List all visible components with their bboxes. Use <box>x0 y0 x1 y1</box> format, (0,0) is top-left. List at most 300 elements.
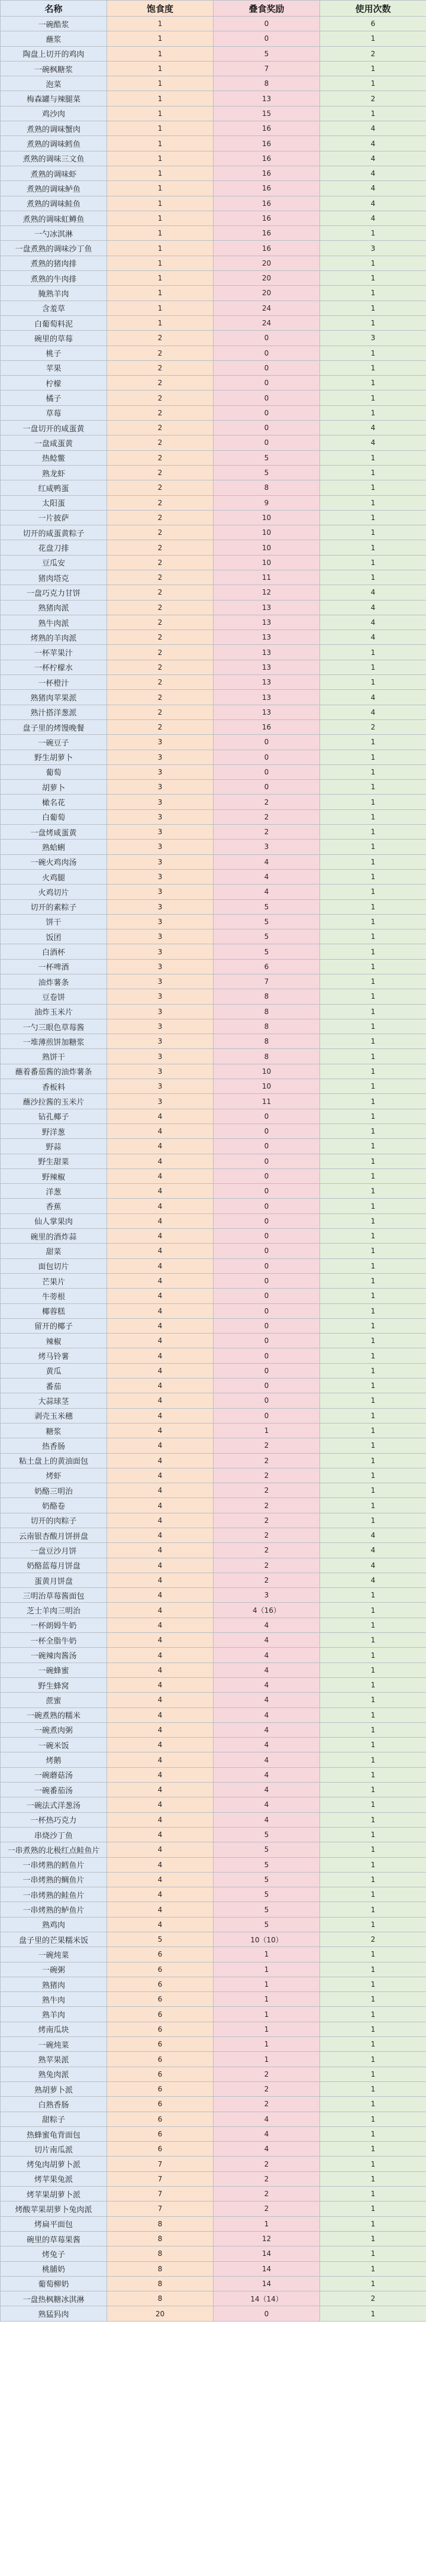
cell-uses: 1 <box>320 1648 426 1663</box>
cell-satiety: 1 <box>107 315 214 330</box>
cell-name: 葡萄 <box>1 764 107 779</box>
cell-uses: 1 <box>320 2157 426 2171</box>
cell-name: 芝士羊肉三明治 <box>1 1603 107 1618</box>
cell-uses: 1 <box>320 76 426 91</box>
cell-stack-bonus: 0 <box>214 1318 320 1333</box>
cell-satiety: 6 <box>107 2097 214 2112</box>
cell-uses: 4 <box>320 151 426 166</box>
cell-satiety: 2 <box>107 405 214 420</box>
cell-stack-bonus: 2 <box>214 809 320 824</box>
cell-satiety: 4 <box>107 1468 214 1483</box>
cell-stack-bonus: 0 <box>214 1289 320 1303</box>
cell-uses: 1 <box>320 1318 426 1333</box>
table-row <box>1 809 426 824</box>
cell-name: 煮熟的调味虾 <box>1 166 107 180</box>
cell-name: 橄名花 <box>1 795 107 809</box>
cell-satiety: 2 <box>107 346 214 360</box>
cell-name: 泡菜 <box>1 76 107 91</box>
cell-stack-bonus: 2 <box>214 1468 320 1483</box>
cell-uses: 4 <box>320 435 426 450</box>
table-row <box>1 46 426 61</box>
cell-uses: 4 <box>320 166 426 180</box>
cell-stack-bonus: 2 <box>214 1558 320 1573</box>
cell-satiety: 1 <box>107 241 214 256</box>
cell-satiety: 4 <box>107 1334 214 1348</box>
cell-name: 一盘烤咸蛋黄 <box>1 825 107 840</box>
table-row <box>1 421 426 435</box>
table-body <box>1 17 426 2322</box>
cell-satiety: 2 <box>107 555 214 570</box>
table-row <box>1 1783 426 1797</box>
cell-name: 一杯朗姆牛奶 <box>1 1618 107 1632</box>
cell-uses: 1 <box>320 1842 426 1857</box>
cell-stack-bonus: 5 <box>214 465 320 480</box>
table-row <box>1 1213 426 1228</box>
cell-name: 熟鸡肉 <box>1 1917 107 1932</box>
cell-uses: 1 <box>320 2171 426 2186</box>
cell-name: 椰蓉糕 <box>1 1303 107 1318</box>
cell-name: 甜菜 <box>1 1244 107 1258</box>
cell-satiety: 4 <box>107 1318 214 1333</box>
table-row <box>1 1977 426 1991</box>
table-row <box>1 1393 426 1408</box>
cell-uses: 4 <box>320 421 426 435</box>
cell-uses: 1 <box>320 914 426 929</box>
cell-uses: 1 <box>320 1783 426 1797</box>
cell-uses: 1 <box>320 1303 426 1318</box>
cell-stack-bonus: 0 <box>214 2306 320 2321</box>
cell-satiety: 6 <box>107 2052 214 2067</box>
table-row <box>1 1932 426 1947</box>
cell-name: 一碗米饭 <box>1 1738 107 1752</box>
cell-satiety: 3 <box>107 1049 214 1064</box>
cell-name: 一碗酷浆 <box>1 17 107 31</box>
table-row <box>1 1438 426 1453</box>
cell-uses: 1 <box>320 2022 426 2036</box>
cell-stack-bonus: 0 <box>214 1139 320 1154</box>
cell-stack-bonus: 3 <box>214 840 320 854</box>
cell-satiety: 2 <box>107 510 214 525</box>
cell-satiety: 2 <box>107 585 214 600</box>
cell-stack-bonus: 4 <box>214 1633 320 1648</box>
cell-name: 桃脯奶 <box>1 2261 107 2276</box>
cell-satiety: 3 <box>107 944 214 959</box>
cell-stack-bonus: 5 <box>214 1872 320 1887</box>
table-row <box>1 1124 426 1138</box>
cell-name: 烤鹅 <box>1 1752 107 1767</box>
cell-name: 熟牛肉 <box>1 1992 107 2007</box>
table-row <box>1 660 426 674</box>
cell-name: 熟饼干 <box>1 1049 107 1064</box>
table-header <box>1 1 426 17</box>
cell-uses: 1 <box>320 1034 426 1049</box>
cell-name: 奶酪卷 <box>1 1498 107 1513</box>
cell-satiety: 20 <box>107 2306 214 2321</box>
table-row <box>1 346 426 360</box>
cell-uses: 1 <box>320 226 426 241</box>
cell-uses: 1 <box>320 1707 426 1722</box>
cell-stack-bonus: 5 <box>214 46 320 61</box>
table-row <box>1 2126 426 2141</box>
cell-stack-bonus: 5 <box>214 914 320 929</box>
table-row <box>1 1303 426 1318</box>
table-row <box>1 570 426 585</box>
cell-uses: 2 <box>320 46 426 61</box>
cell-uses: 1 <box>320 1902 426 1917</box>
table-row <box>1 1962 426 1977</box>
table-row <box>1 1363 426 1378</box>
cell-satiety: 1 <box>107 136 214 151</box>
table-row <box>1 1334 426 1348</box>
cell-uses: 1 <box>320 1827 426 1842</box>
cell-uses: 4 <box>320 1558 426 1573</box>
cell-uses: 1 <box>320 1408 426 1423</box>
cell-stack-bonus: 0 <box>214 376 320 390</box>
cell-stack-bonus: 2 <box>214 1573 320 1587</box>
cell-name: 一盘咸蛋黄 <box>1 435 107 450</box>
cell-satiety: 4 <box>107 1453 214 1468</box>
cell-stack-bonus: 4 <box>214 2142 320 2157</box>
table-row <box>1 1812 426 1827</box>
cell-stack-bonus: 8 <box>214 1019 320 1034</box>
table-row <box>1 615 426 630</box>
cell-satiety: 3 <box>107 1034 214 1049</box>
cell-uses: 4 <box>320 1543 426 1558</box>
cell-uses: 1 <box>320 929 426 944</box>
cell-name: 烤南瓜块 <box>1 2022 107 2036</box>
table-row <box>1 1543 426 1558</box>
cell-satiety: 3 <box>107 885 214 899</box>
cell-uses: 1 <box>320 1244 426 1258</box>
cell-satiety: 4 <box>107 1663 214 1677</box>
cell-satiety: 2 <box>107 540 214 555</box>
cell-satiety: 3 <box>107 809 214 824</box>
cell-stack-bonus: 10 <box>214 525 320 540</box>
cell-stack-bonus: 1 <box>214 1977 320 1991</box>
cell-satiety: 2 <box>107 570 214 585</box>
cell-uses: 1 <box>320 495 426 510</box>
cell-satiety: 3 <box>107 1079 214 1094</box>
cell-stack-bonus: 0 <box>214 1229 320 1244</box>
table-row <box>1 1752 426 1767</box>
cell-name: 碗里的酒炸蒜 <box>1 1229 107 1244</box>
table-row <box>1 1558 426 1573</box>
cell-uses: 1 <box>320 61 426 76</box>
cell-name: 热鲶鳖 <box>1 450 107 465</box>
table-row <box>1 899 426 914</box>
header-row <box>1 1 426 17</box>
cell-stack-bonus: 0 <box>214 1334 320 1348</box>
table-row <box>1 315 426 330</box>
table-row <box>1 795 426 809</box>
cell-satiety: 3 <box>107 825 214 840</box>
cell-uses: 1 <box>320 1618 426 1632</box>
table-row <box>1 1064 426 1079</box>
cell-stack-bonus: 24 <box>214 315 320 330</box>
cell-name: 白葡萄料泥 <box>1 315 107 330</box>
cell-satiety: 6 <box>107 2126 214 2141</box>
cell-uses: 4 <box>320 1528 426 1542</box>
cell-satiety: 2 <box>107 675 214 690</box>
cell-stack-bonus: 7 <box>214 974 320 989</box>
cell-uses: 1 <box>320 1977 426 1991</box>
cell-uses: 1 <box>320 1962 426 1977</box>
cell-uses: 1 <box>320 2201 426 2216</box>
table-row <box>1 1034 426 1049</box>
cell-name: 烤苹果兔派 <box>1 2171 107 2186</box>
cell-uses: 1 <box>320 1289 426 1303</box>
cell-stack-bonus: 1 <box>214 2052 320 2067</box>
cell-name: 烤虾 <box>1 1468 107 1483</box>
cell-uses: 1 <box>320 675 426 690</box>
table-row <box>1 1588 426 1603</box>
cell-stack-bonus: 2 <box>214 1483 320 1498</box>
cell-satiety: 3 <box>107 1019 214 1034</box>
cell-satiety: 4 <box>107 1677 214 1692</box>
table-row <box>1 705 426 719</box>
cell-satiety: 4 <box>107 1767 214 1782</box>
cell-uses: 4 <box>320 136 426 151</box>
cell-satiety: 4 <box>107 1648 214 1663</box>
cell-name: 烤酸苹果胡萝卜兔肉派 <box>1 2201 107 2216</box>
cell-name: 野生蜂窝 <box>1 1677 107 1692</box>
cell-stack-bonus: 2 <box>214 2067 320 2081</box>
table-row <box>1 1677 426 1692</box>
cell-stack-bonus: 1 <box>214 2022 320 2036</box>
cell-satiety: 4 <box>107 1273 214 1288</box>
table-row <box>1 1079 426 1094</box>
cell-name: 烤兔子 <box>1 2246 107 2261</box>
cell-satiety: 4 <box>107 1887 214 1902</box>
table-row <box>1 1767 426 1782</box>
cell-uses: 4 <box>320 630 426 645</box>
table-row <box>1 989 426 1004</box>
cell-name: 甜粽子 <box>1 2112 107 2126</box>
cell-name: 一盘切开的咸蛋黄 <box>1 421 107 435</box>
table-row <box>1 405 426 420</box>
cell-satiety: 6 <box>107 2037 214 2052</box>
cell-satiety: 2 <box>107 660 214 674</box>
cell-satiety: 2 <box>107 331 214 346</box>
table-row <box>1 271 426 286</box>
cell-name: 烤苹果胡萝卜派 <box>1 2187 107 2201</box>
cell-stack-bonus: 0 <box>214 405 320 420</box>
cell-satiety: 6 <box>107 1977 214 1991</box>
cell-uses: 1 <box>320 1213 426 1228</box>
cell-stack-bonus: 16 <box>214 719 320 734</box>
cell-stack-bonus: 4 <box>214 1722 320 1737</box>
cell-stack-bonus: 11 <box>214 570 320 585</box>
cell-satiety: 2 <box>107 360 214 375</box>
cell-uses: 1 <box>320 1992 426 2007</box>
cell-uses: 3 <box>320 331 426 346</box>
cell-satiety: 3 <box>107 914 214 929</box>
table-row <box>1 2067 426 2081</box>
cell-stack-bonus: 0 <box>214 780 320 795</box>
table-row <box>1 1722 426 1737</box>
cell-name: 煮熟的牛肉排 <box>1 271 107 286</box>
cell-satiety: 4 <box>107 1109 214 1124</box>
cell-stack-bonus: 16 <box>214 211 320 225</box>
table-row <box>1 286 426 301</box>
cell-uses: 1 <box>320 256 426 270</box>
cell-satiety: 3 <box>107 899 214 914</box>
cell-name: 蘸着番茄酱的油炸薯条 <box>1 1064 107 1079</box>
cell-satiety: 4 <box>107 1229 214 1244</box>
cell-satiety: 2 <box>107 705 214 719</box>
cell-satiety: 4 <box>107 1872 214 1887</box>
table-row <box>1 2261 426 2276</box>
table-row <box>1 1693 426 1707</box>
cell-stack-bonus: 4 <box>214 1797 320 1812</box>
table-row <box>1 1154 426 1168</box>
cell-stack-bonus: 0 <box>214 750 320 764</box>
cell-satiety: 3 <box>107 929 214 944</box>
cell-name: 番茄 <box>1 1379 107 1393</box>
table-row <box>1 944 426 959</box>
cell-satiety: 4 <box>107 1528 214 1542</box>
cell-uses: 1 <box>320 465 426 480</box>
cell-satiety: 4 <box>107 1633 214 1648</box>
cell-name: 奶酪蓝莓月饼盘 <box>1 1558 107 1573</box>
cell-name: 豆瓜安 <box>1 555 107 570</box>
cell-name: 一杯热巧克力 <box>1 1812 107 1827</box>
table-row <box>1 2276 426 2291</box>
table-row <box>1 1229 426 1244</box>
cell-satiety: 1 <box>107 151 214 166</box>
table-row <box>1 2097 426 2112</box>
table-row <box>1 1633 426 1648</box>
cell-name: 热香肠 <box>1 1438 107 1453</box>
cell-stack-bonus: 5 <box>214 1887 320 1902</box>
table-row <box>1 1513 426 1528</box>
cell-stack-bonus: 4 <box>214 1618 320 1632</box>
cell-uses: 1 <box>320 525 426 540</box>
cell-stack-bonus: 0 <box>214 1124 320 1138</box>
cell-stack-bonus: 4 <box>214 869 320 884</box>
table-row <box>1 1992 426 2007</box>
cell-name: 蛋黄月饼盘 <box>1 1573 107 1587</box>
cell-name: 一杯全脂牛奶 <box>1 1633 107 1648</box>
cell-satiety: 4 <box>107 1573 214 1587</box>
cell-satiety: 3 <box>107 780 214 795</box>
cell-name: 蘸浆 <box>1 31 107 46</box>
cell-name: 留开的椰子 <box>1 1318 107 1333</box>
cell-stack-bonus: 13 <box>214 690 320 705</box>
cell-name: 油炸玉米片 <box>1 1004 107 1019</box>
table-row <box>1 630 426 645</box>
cell-satiety: 4 <box>107 1812 214 1827</box>
cell-satiety: 4 <box>107 1543 214 1558</box>
cell-satiety: 4 <box>107 1154 214 1168</box>
table-row <box>1 1468 426 1483</box>
cell-name: 钻孔椰子 <box>1 1109 107 1124</box>
cell-stack-bonus: 4 <box>214 1677 320 1692</box>
cell-name: 苹果 <box>1 360 107 375</box>
cell-name: 一串煮熟的北极红点鲑鱼片 <box>1 1842 107 1857</box>
table-row <box>1 76 426 91</box>
table-row <box>1 1887 426 1902</box>
cell-name: 熟羊肉 <box>1 2007 107 2022</box>
cell-satiety: 6 <box>107 2112 214 2126</box>
cell-stack-bonus: 0 <box>214 1258 320 1273</box>
cell-name: 煮熟的猪肉排 <box>1 256 107 270</box>
cell-satiety: 4 <box>107 1513 214 1528</box>
cell-satiety: 4 <box>107 1827 214 1842</box>
cell-uses: 2 <box>320 719 426 734</box>
table-row <box>1 360 426 375</box>
cell-name: 葡萄柳奶 <box>1 2276 107 2291</box>
header-stack-bonus: 叠食奖励 <box>214 1 320 17</box>
cell-satiety: 2 <box>107 390 214 405</box>
table-row <box>1 301 426 315</box>
table-row <box>1 2081 426 2096</box>
cell-stack-bonus: 1 <box>214 1947 320 1962</box>
cell-satiety: 1 <box>107 256 214 270</box>
cell-name: 仙人掌果肉 <box>1 1213 107 1228</box>
cell-uses: 1 <box>320 854 426 869</box>
cell-stack-bonus: 14（14） <box>214 2291 320 2306</box>
cell-name: 野洋葱 <box>1 1124 107 1138</box>
cell-satiety: 8 <box>107 2231 214 2246</box>
cell-satiety: 6 <box>107 2007 214 2022</box>
cell-stack-bonus: 5 <box>214 1827 320 1842</box>
cell-stack-bonus: 8 <box>214 480 320 495</box>
cell-uses: 1 <box>320 1453 426 1468</box>
cell-stack-bonus: 2 <box>214 1453 320 1468</box>
cell-name: 一串烤熟的鲈鱼片 <box>1 1902 107 1917</box>
cell-uses: 1 <box>320 764 426 779</box>
cell-satiety: 8 <box>107 2216 214 2231</box>
table-row <box>1 1199 426 1213</box>
cell-stack-bonus: 1 <box>214 2216 320 2231</box>
cell-uses: 1 <box>320 2142 426 2157</box>
cell-satiety: 4 <box>107 1244 214 1258</box>
cell-stack-bonus: 5 <box>214 1857 320 1872</box>
cell-satiety: 6 <box>107 2067 214 2081</box>
table-row <box>1 495 426 510</box>
cell-uses: 1 <box>320 1094 426 1109</box>
cell-uses: 1 <box>320 2052 426 2067</box>
table-row <box>1 585 426 600</box>
cell-stack-bonus: 5 <box>214 929 320 944</box>
cell-stack-bonus: 16 <box>214 226 320 241</box>
table-row <box>1 1273 426 1288</box>
cell-uses: 1 <box>320 1348 426 1363</box>
cell-satiety: 4 <box>107 1902 214 1917</box>
cell-satiety: 2 <box>107 719 214 734</box>
cell-name: 油炸薯条 <box>1 974 107 989</box>
cell-satiety: 4 <box>107 1199 214 1213</box>
table-row <box>1 1842 426 1857</box>
table-row <box>1 885 426 899</box>
cell-satiety: 8 <box>107 2276 214 2291</box>
cell-satiety: 1 <box>107 271 214 286</box>
cell-satiety: 4 <box>107 1303 214 1318</box>
cell-name: 红咸鸭蛋 <box>1 480 107 495</box>
table-row <box>1 256 426 270</box>
cell-name: 熟猪肉派 <box>1 600 107 615</box>
cell-uses: 1 <box>320 2231 426 2246</box>
cell-name: 一碗番茄汤 <box>1 1783 107 1797</box>
cell-name: 熟兔肉派 <box>1 2067 107 2081</box>
cell-uses: 1 <box>320 1139 426 1154</box>
cell-satiety: 2 <box>107 435 214 450</box>
table-row <box>1 719 426 734</box>
cell-stack-bonus: 2 <box>214 1498 320 1513</box>
cell-satiety: 4 <box>107 1797 214 1812</box>
table-row <box>1 196 426 211</box>
